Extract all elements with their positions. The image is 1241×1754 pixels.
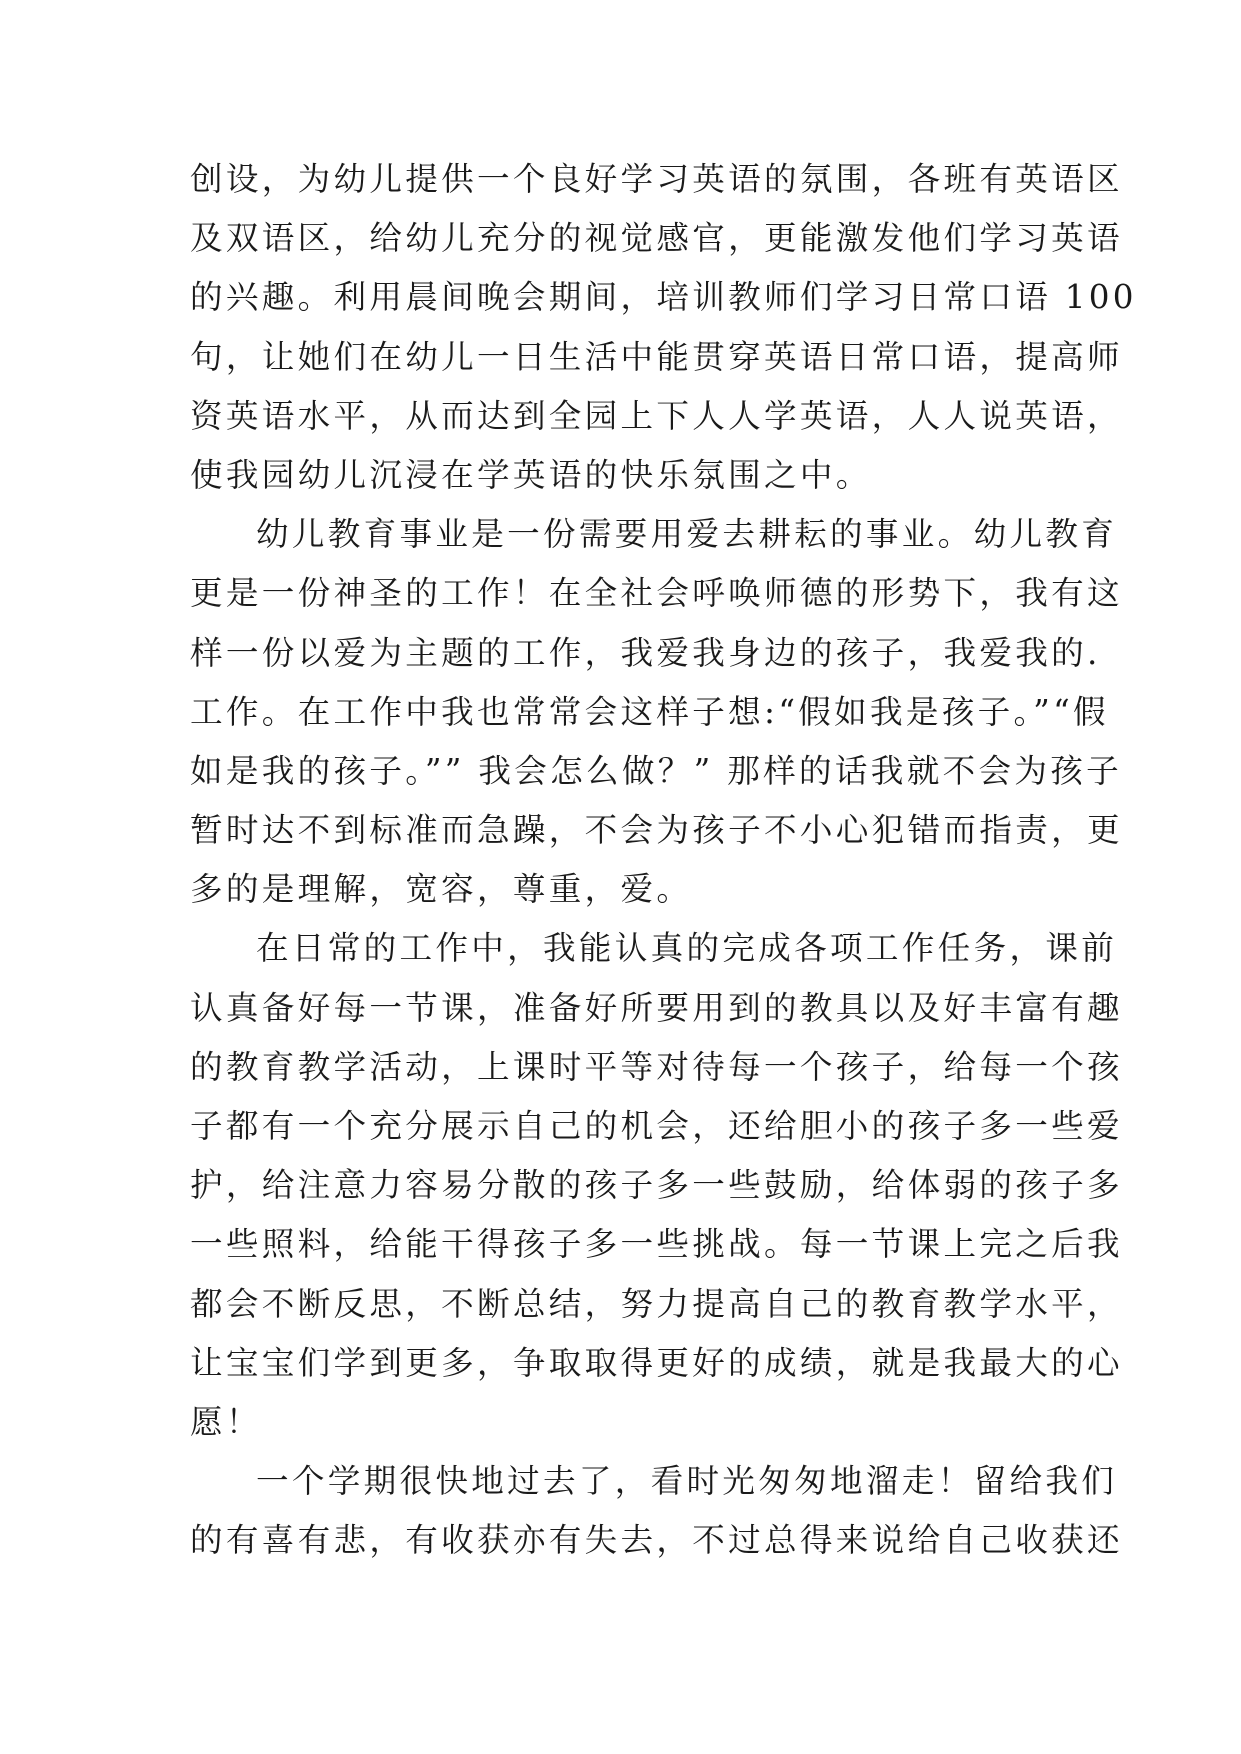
text-line: 愿！ — [190, 1402, 262, 1441]
text-line: 资英语水平，从而达到全园上下人人学英语，人人说英语， — [190, 396, 1123, 435]
text-line: 句，让她们在幼儿一日生活中能贯穿英语日常口语，提高师 — [190, 337, 1123, 376]
text-line: 多的是理解，宽容，尊重，爱。 — [190, 870, 693, 909]
text-line: 的兴趣。利用晨间晚会期间，培训教师们学习日常口语 100 — [190, 278, 1137, 317]
text-line: 样一份以爱为主题的工作，我爱我身边的孩子，我爱我的. — [190, 633, 1101, 672]
text-line: 如是我的孩子。”” 我会怎么做？” 那样的话我就不会为孩子 — [190, 751, 1122, 790]
text-line: 更是一份神圣的工作！在全社会呼唤师德的形势下，我有这 — [190, 574, 1123, 613]
text-line: 工作。在工作中我也常常会这样子想:“假如我是孩子。”“假 — [190, 692, 1109, 731]
text-line: 使我园幼儿沉浸在学英语的快乐氛围之中。 — [190, 455, 872, 494]
paragraph-first-line: 幼儿教育事业是一份需要用爱去耕耘的事业。幼儿教育 — [256, 515, 1118, 554]
text-line: 护，给注意力容易分散的孩子多一些鼓励，给体弱的孩子多 — [190, 1166, 1123, 1205]
text-line: 让宝宝们学到更多，争取取得更好的成绩，就是我最大的心 — [190, 1343, 1123, 1382]
text-line: 都会不断反思，不断总结，努力提高自己的教育教学水平， — [190, 1284, 1123, 1323]
paragraph-first-line: 一个学期很快地过去了，看时光匆匆地溜走！留给我们 — [256, 1462, 1118, 1501]
paragraph-first-line: 在日常的工作中，我能认真的完成各项工作任务，课前 — [256, 929, 1118, 968]
text-line: 一些照料，给能干得孩子多一些挑战。每一节课上完之后我 — [190, 1225, 1123, 1264]
text-line: 认真备好每一节课，准备好所要用到的教具以及好丰富有趣 — [190, 988, 1123, 1027]
document-body — [190, 150, 1137, 1571]
text-line: 的教育教学活动，上课时平等对待每一个孩子，给每一个孩 — [190, 1047, 1123, 1086]
text-line: 暂时达不到标准而急躁，不会为孩子不小心犯错而指责，更 — [190, 811, 1123, 850]
text-line: 创设，为幼儿提供一个良好学习英语的氛围，各班有英语区 — [190, 160, 1123, 198]
text-line: 的有喜有悲，有收获亦有失去，不过总得来说给自己收获还 — [190, 1521, 1123, 1560]
text-line: 子都有一个充分展示自己的机会，还给胆小的孩子多一些爱 — [190, 1107, 1123, 1145]
text-line: 及双语区，给幼儿充分的视觉感官，更能激发他们学习英语 — [190, 219, 1123, 258]
